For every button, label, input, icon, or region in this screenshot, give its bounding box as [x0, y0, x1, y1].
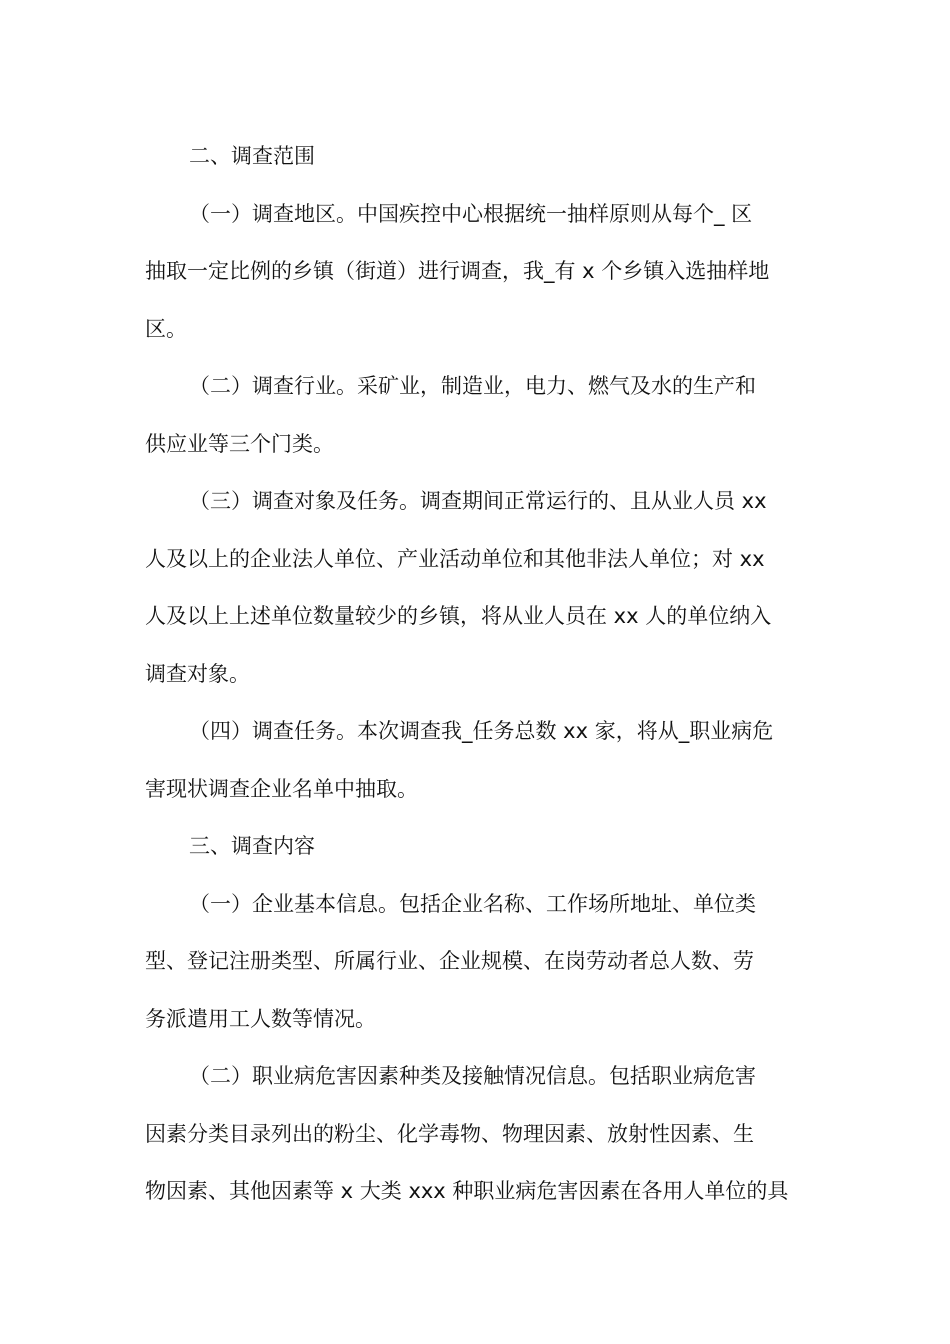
document-body	[145, 128, 805, 1221]
paragraph-survey-subjects-line-1: （三）调查对象及任务。调查期间正常运行的、且从业人员 xx	[189, 489, 767, 513]
paragraph-survey-industry-line-1: （二）调查行业。采矿业，制造业，电力、燃气及水的生产和	[189, 374, 756, 398]
paragraph-hazard-factors-line-2: 因素分类目录列出的粉尘、化学毒物、物理因素、放射性因素、生	[145, 1121, 754, 1146]
paragraph-enterprise-info-line-2: 型、登记注册类型、所属行业、企业规模、在岗劳动者总人数、劳	[145, 949, 754, 973]
section-heading-scope: 二、调查范围	[189, 144, 315, 168]
paragraph-hazard-factors-line-3: 物因素、其他因素等 x 大类 xxx 种职业病危害因素在各用人单位的具	[145, 1179, 789, 1203]
paragraph-hazard-factors-line-1: （二）职业病危害因素种类及接触情况信息。包括职业病危害	[189, 1064, 756, 1088]
section-heading-content: 三、调查内容	[189, 834, 315, 858]
paragraph-survey-region-line-3: 区。	[145, 316, 187, 341]
paragraph-survey-task-line-1: （四）调查任务。本次调查我_任务总数 xx 家，将从_职业病危	[189, 719, 774, 743]
paragraph-survey-subjects-line-2: 人及以上的企业法人单位、产业活动单位和其他非法人单位；对 xx	[145, 546, 765, 571]
paragraph-survey-subjects-line-3: 人及以上上述单位数量较少的乡镇，将从业人员在 xx 人的单位纳入	[145, 604, 772, 628]
paragraph-survey-industry-line-2: 供应业等三个门类。	[145, 431, 334, 456]
paragraph-survey-region-line-2: 抽取一定比例的乡镇（街道）进行调查，我_有 x 个乡镇入选抽样地	[145, 259, 770, 283]
paragraph-survey-region-line-1: （一）调查地区。中国疾控中心根据统一抽样原则从每个_ 区	[189, 201, 753, 226]
paragraph-enterprise-info-line-1: （一）企业基本信息。包括企业名称、工作场所地址、单位类	[189, 891, 756, 916]
paragraph-survey-subjects-line-4: 调查对象。	[145, 661, 250, 686]
paragraph-survey-task-line-2: 害现状调查企业名单中抽取。	[145, 776, 418, 801]
paragraph-enterprise-info-line-3: 务派遣用工人数等情况。	[145, 1006, 376, 1031]
